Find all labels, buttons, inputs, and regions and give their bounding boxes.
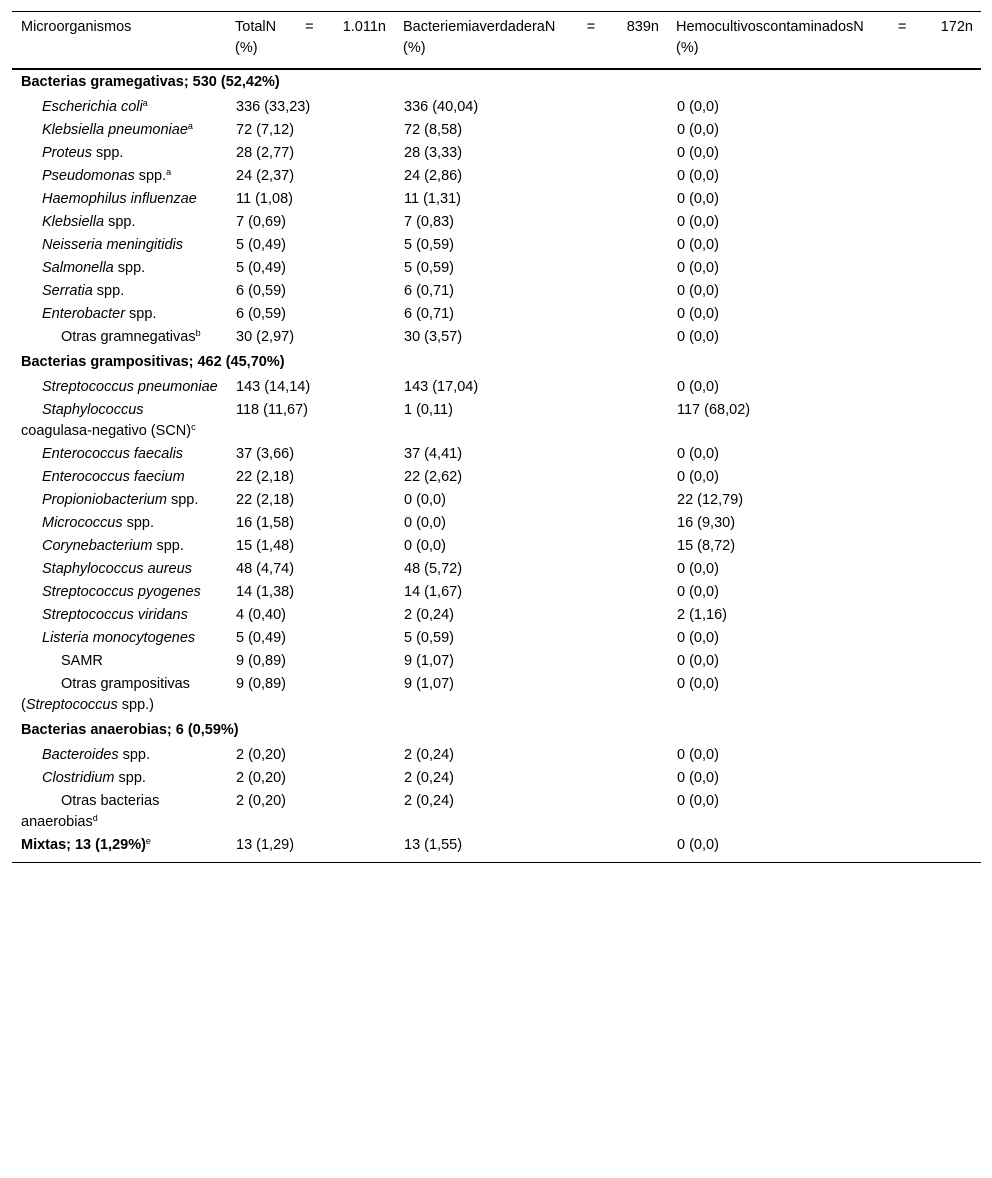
microorganism-name: Otras grampositivas (Streptococcus spp.) — [21, 676, 190, 713]
microorganism-name: Streptococcus pneumoniae — [42, 379, 218, 395]
true-bacteremia-value: 5 (0,59) — [404, 237, 454, 253]
total-value: 16 (1,58) — [236, 515, 295, 531]
total-value: 6 (0,59) — [236, 306, 286, 322]
true-bacteremia-value: 0 (0,0) — [404, 538, 446, 554]
true-bacteremia-value: 13 (1,55) — [404, 837, 463, 853]
contaminated-value: 0 (0,0) — [677, 630, 719, 646]
microorganism-name: Klebsiella spp. — [42, 214, 136, 230]
contaminated-value: 0 (0,0) — [677, 747, 719, 763]
table-row — [12, 512, 981, 535]
table-row — [12, 650, 981, 673]
total-value: 118 (11,67) — [236, 402, 309, 418]
true-bacteremia-value: 9 (1,07) — [404, 653, 454, 669]
contaminated-value: 0 (0,0) — [677, 561, 719, 577]
contaminated-value: 0 (0,0) — [677, 237, 719, 253]
microorganism-name: Listeria monocytogenes — [42, 630, 196, 646]
total-value: 22 (2,18) — [236, 469, 295, 485]
true-bacteremia-value: 37 (4,41) — [404, 446, 463, 462]
true-bacteremia-value: 336 (40,04) — [404, 99, 479, 115]
true-bacteremia-value: 48 (5,72) — [404, 561, 463, 577]
contaminated-value: 16 (9,30) — [677, 515, 736, 531]
group-row-gram-positive: Bacterias grampositivas; 462 (45,70%) — [21, 354, 285, 370]
true-bacteremia-value: 143 (17,04) — [404, 379, 479, 395]
total-value: 48 (4,74) — [236, 561, 295, 577]
table-row — [12, 581, 981, 604]
microorganism-name: Neisseria meningitidis — [42, 237, 184, 253]
contaminated-value: 2 (1,16) — [677, 607, 727, 623]
microorganism-name: Escherichia coli$^a$ — [42, 98, 148, 115]
contaminated-value: 0 (0,0) — [677, 122, 719, 138]
table-row — [12, 142, 981, 165]
true-bacteremia-value: 14 (1,67) — [404, 584, 463, 600]
total-value: 14 (1,38) — [236, 584, 295, 600]
total-value: 11 (1,08) — [236, 191, 293, 207]
contaminated-value: 0 (0,0) — [677, 446, 719, 462]
contaminated-value: 0 (0,0) — [677, 145, 719, 161]
microorganism-name: Haemophilus influenzae — [42, 191, 197, 207]
true-bacteremia-value: 11 (1,31) — [404, 191, 461, 207]
true-bacteremia-value: 2 (0,24) — [404, 607, 454, 623]
true-bacteremia-value: 2 (0,24) — [404, 770, 454, 786]
total-value: 9 (0,89) — [236, 653, 286, 669]
header-true-bacteremia: BacteriemiaverdaderaN = 839n (%) — [403, 19, 659, 56]
table-row — [12, 399, 981, 443]
microorganism-name: Enterococcus faecalis — [42, 446, 184, 462]
total-value: 72 (7,12) — [236, 122, 295, 138]
contaminated-value: 0 (0,0) — [677, 793, 719, 809]
total-value: 5 (0,49) — [236, 237, 286, 253]
true-bacteremia-value: 5 (0,59) — [404, 260, 454, 276]
microorganism-name: Salmonella spp. — [42, 260, 146, 276]
true-bacteremia-value: 5 (0,59) — [404, 630, 454, 646]
table-row — [12, 303, 981, 326]
contaminated-value: 0 (0,0) — [677, 379, 719, 395]
microorganism-name: Clostridium spp. — [42, 770, 146, 786]
group-row-gram-negative: Bacterias gramegativas; 530 (52,42%) — [21, 74, 280, 90]
total-value: 6 (0,59) — [236, 283, 286, 299]
table-row — [12, 744, 981, 767]
table-row — [12, 558, 981, 581]
total-value: 30 (2,97) — [236, 329, 295, 345]
total-value: 2 (0,20) — [236, 793, 286, 809]
results-table-container — [12, 11, 981, 863]
table-row — [12, 326, 981, 349]
total-value: 2 (0,20) — [236, 747, 286, 763]
table-row — [12, 165, 981, 188]
header-contaminated-cultures: HemocultivoscontaminadosN = 172n (%) — [676, 19, 973, 56]
contaminated-value: 0 (0,0) — [677, 168, 719, 184]
total-value: 13 (1,29) — [236, 837, 295, 853]
contaminated-value: 0 (0,0) — [677, 283, 719, 299]
table-row — [12, 767, 981, 790]
table-row — [12, 280, 981, 303]
contaminated-value: 0 (0,0) — [677, 770, 719, 786]
microorganism-name: Streptococcus viridans — [42, 607, 188, 623]
total-value: 37 (3,66) — [236, 446, 295, 462]
total-value: 336 (33,23) — [236, 99, 311, 115]
microorganism-name: Propioniobacterium spp. — [42, 492, 199, 508]
table-row — [12, 790, 981, 834]
contaminated-value: 0 (0,0) — [677, 306, 719, 322]
microorganism-name: Micrococcus spp. — [42, 515, 155, 531]
table-row — [12, 443, 981, 466]
true-bacteremia-value: 24 (2,86) — [404, 168, 463, 184]
contaminated-value: 117 (68,02) — [677, 402, 751, 418]
contaminated-value: 0 (0,0) — [677, 214, 719, 230]
contaminated-value: 0 (0,0) — [677, 584, 719, 600]
true-bacteremia-value: 72 (8,58) — [404, 122, 463, 138]
total-value: 7 (0,69) — [236, 214, 286, 230]
true-bacteremia-value: 0 (0,0) — [404, 515, 446, 531]
table-row — [12, 466, 981, 489]
table-row — [12, 257, 981, 280]
contaminated-value: 0 (0,0) — [677, 260, 719, 276]
microorganism-name: Proteus spp. — [42, 145, 124, 161]
total-value: 4 (0,40) — [236, 607, 286, 623]
true-bacteremia-value: 1 (0,11) — [404, 402, 453, 418]
contaminated-value: 0 (0,0) — [677, 837, 719, 853]
true-bacteremia-value: 28 (3,33) — [404, 145, 463, 161]
microorganism-name: SAMR — [61, 653, 103, 669]
table-row — [12, 188, 981, 211]
table-row — [12, 211, 981, 234]
microorganism-name: Mixtas; 13 $(1,29\%)^e$ — [21, 836, 151, 853]
group-row-anaerobic: Bacterias anaerobias; 6 (0,59%) — [21, 722, 239, 738]
contaminated-value: 0 (0,0) — [677, 653, 719, 669]
total-value: 9 (0,89) — [236, 676, 286, 692]
total-value: 15 (1,48) — [236, 538, 295, 554]
contaminated-value: 22 (12,79) — [677, 492, 744, 508]
true-bacteremia-value: 30 (3,57) — [404, 329, 463, 345]
contaminated-value: 15 (8,72) — [677, 538, 736, 554]
contaminated-value: 0 (0,0) — [677, 469, 719, 485]
true-bacteremia-value: 2 (0,24) — [404, 793, 454, 809]
total-value: 2 (0,20) — [236, 770, 286, 786]
header-total: TotalN = 1.011n (%) — [235, 19, 386, 56]
true-bacteremia-value: 9 (1,07) — [404, 676, 454, 692]
microorganism-name: Enterobacter spp. — [42, 306, 157, 322]
total-value: 24 (2,37) — [236, 168, 295, 184]
contaminated-value: 0 (0,0) — [677, 191, 719, 207]
total-value: 28 (2,77) — [236, 145, 295, 161]
table-row — [12, 96, 981, 119]
table-header-row — [12, 12, 981, 70]
microorganism-name: Otras gramnegativas$^b$ — [61, 328, 201, 345]
contaminated-value: 0 (0,0) — [677, 676, 719, 692]
table-row — [12, 834, 981, 863]
microorganism-name: Klebsiella pneumoniae$^a$ — [42, 121, 193, 138]
table-row — [12, 673, 981, 717]
microorganism-name: Corynebacterium spp. — [42, 538, 184, 554]
contaminated-value: 0 (0,0) — [677, 99, 719, 115]
microorganism-name: Staphylococcus aureus — [42, 561, 192, 577]
total-value: 143 (14,14) — [236, 379, 311, 395]
microorganisms-table — [12, 11, 981, 863]
table-row — [12, 604, 981, 627]
table-row — [12, 234, 981, 257]
total-value: 5 (0,49) — [236, 630, 286, 646]
microorganism-name: Otras bacterias anaerobias$^d$ — [21, 793, 160, 830]
microorganism-name: Bacteroides spp. — [42, 747, 151, 763]
true-bacteremia-value: 22 (2,62) — [404, 469, 463, 485]
total-value: 22 (2,18) — [236, 492, 295, 508]
contaminated-value: 0 (0,0) — [677, 329, 719, 345]
microorganism-name: Pseudomonas spp.$^a$ — [42, 167, 172, 184]
table-row — [12, 627, 981, 650]
microorganism-name: Staphylococcus coagulasa-negativo (SCN)$^c$ — [21, 402, 196, 439]
true-bacteremia-value: 7 (0,83) — [404, 214, 454, 230]
header-microorganisms: Microorganismos — [21, 19, 132, 35]
table-row — [12, 489, 981, 512]
microorganism-name: Streptococcus pyogenes — [42, 584, 201, 600]
microorganism-name: Serratia spp. — [42, 283, 125, 299]
true-bacteremia-value: 2 (0,24) — [404, 747, 454, 763]
true-bacteremia-value: 6 (0,71) — [404, 283, 454, 299]
table-row — [12, 535, 981, 558]
table-row — [12, 119, 981, 142]
table-row — [12, 376, 981, 399]
total-value: 5 (0,49) — [236, 260, 286, 276]
true-bacteremia-value: 0 (0,0) — [404, 492, 446, 508]
true-bacteremia-value: 6 (0,71) — [404, 306, 454, 322]
microorganism-name: Enterococcus faecium — [42, 469, 185, 485]
